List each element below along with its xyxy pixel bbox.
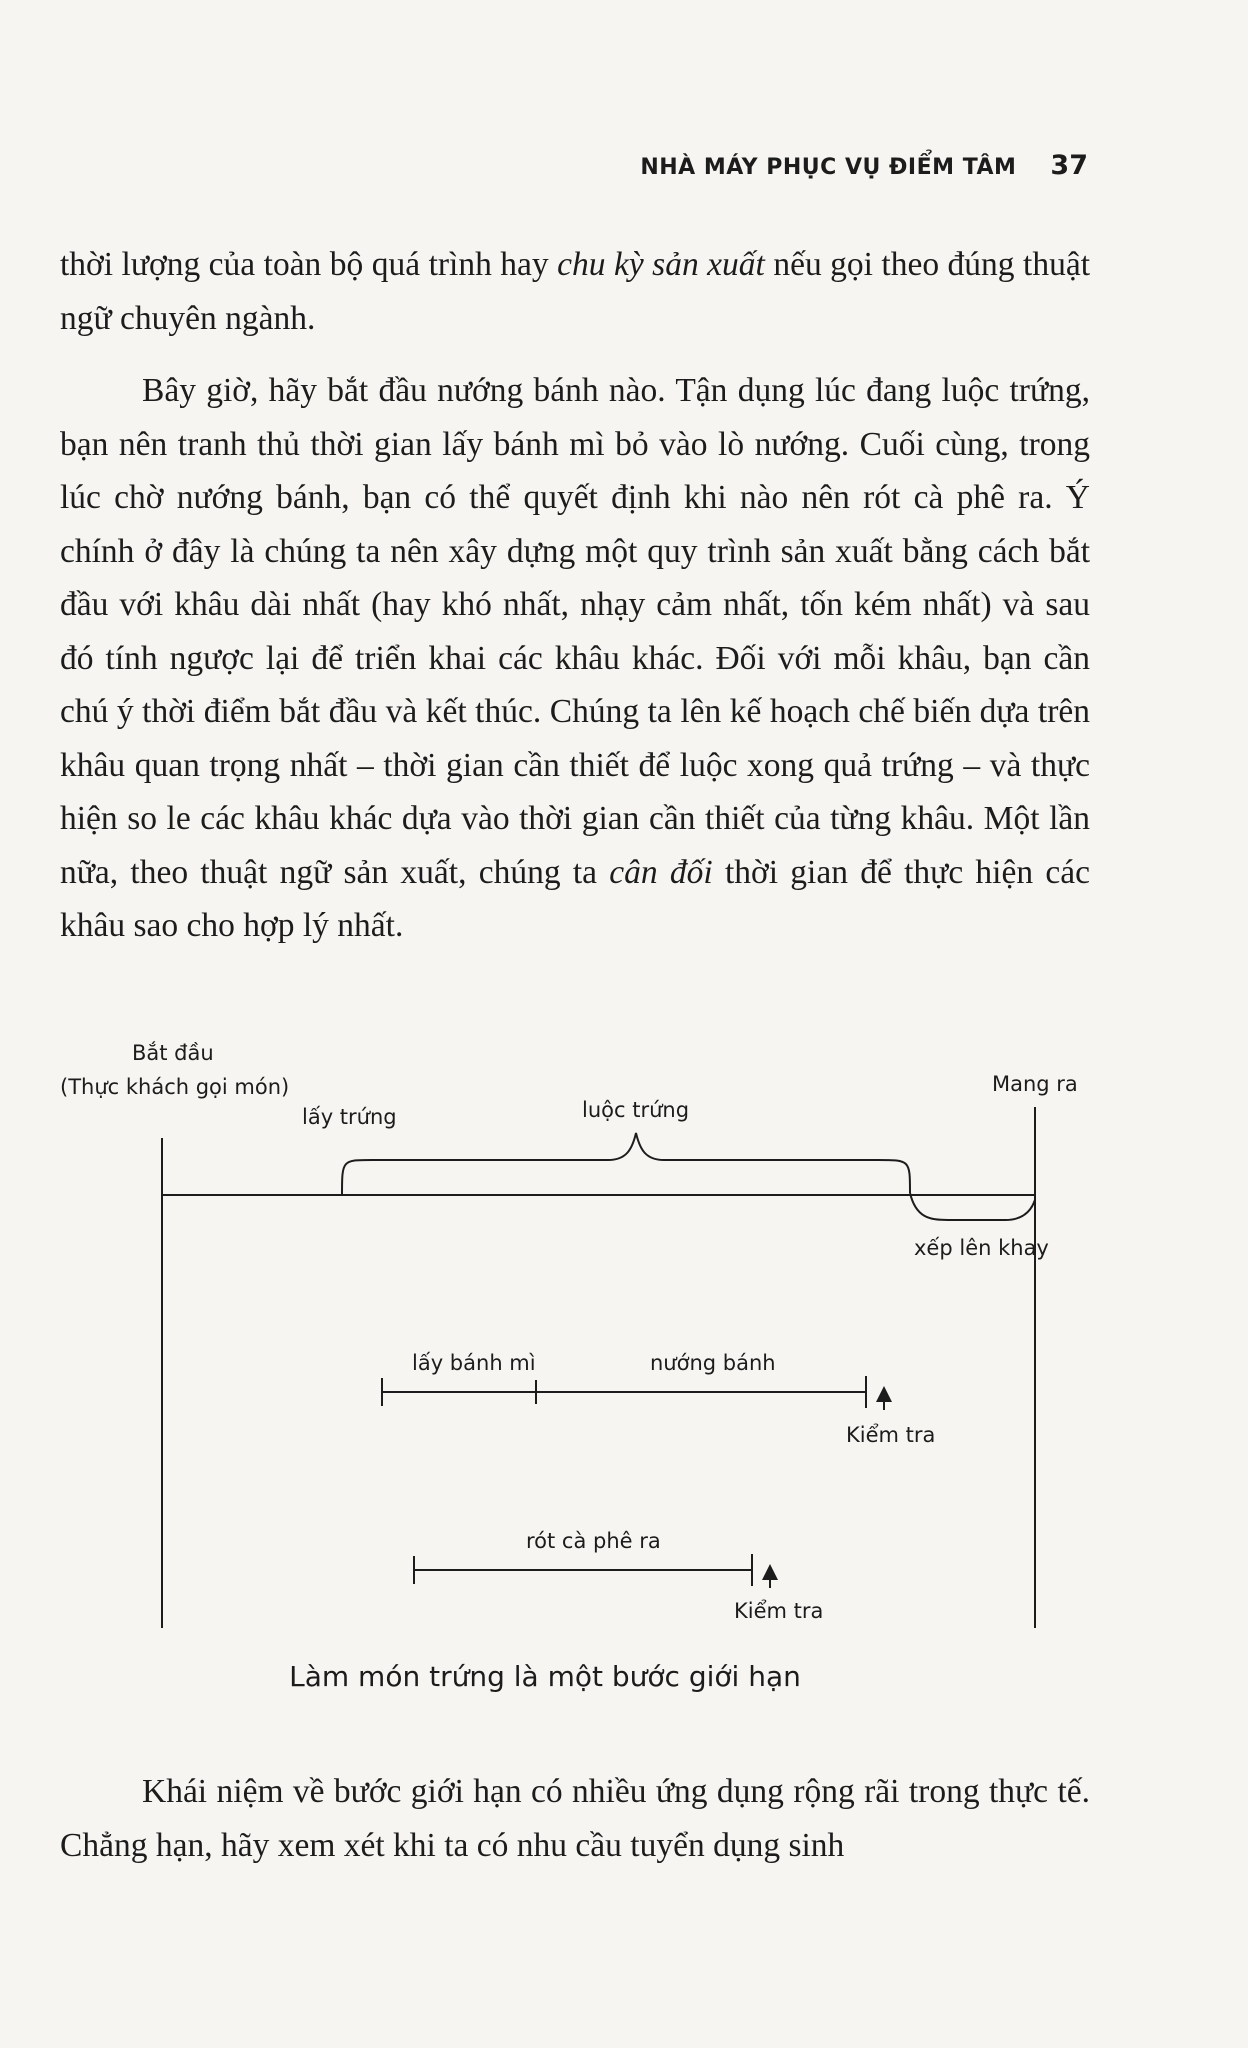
paragraph-1: [60, 238, 1090, 345]
start-label: Bắt đầu: [132, 1041, 214, 1065]
plate-label: xếp lên khay: [914, 1236, 1049, 1260]
coffee-label: rót cà phê ra: [526, 1529, 661, 1553]
page-number: 37: [1050, 150, 1088, 181]
paragraph-2-part1: Bây giờ, hãy bắt đầu nướng bánh nào. Tận dụng lúc đang luộc trứng, bạn nên tranh thủ thời gian lấy bánh mì bỏ vào lò nướng. Cuối cùng, trong lúc chờ nướng bánh, bạn có thể quyết định khi nào nên rót cà phê ra. Ý chính ở đây là chúng ta nên xây dựng một quy trình sản xuất bằng cách bắt đầu với khâu dài nhất (hay khó nhất, nhạy cảm nhất, tốn kém nhất) và sau đó tính ngược lại để triển khai các khâu khác. Đối với mỗi khâu, bạn cần chú ý thời điểm bắt đầu và kết thúc. Chúng ta lên kế hoạch chế biến dựa trên khâu quan trọng nhất – thời gian cần thiết để luộc xong quả trứng – và thực hiện so le các khâu khác dựa vào thời gian cần thiết của từng khâu. Một lần nữa, theo thuật ngữ sản xuất, chúng ta: [60, 372, 1090, 891]
paragraph-3: Khái niệm về bước giới hạn có nhiều ứng dụng rộng rãi trong thực tế. Chẳng hạn, hãy xem xét khi ta có nhu cầu tuyển dụng sinh: [60, 1773, 1090, 1864]
bread-toast-label: nướng bánh: [650, 1351, 776, 1375]
paragraph-2-part2: thời gian để thực hiện các khâu sao cho hợp lý nhất.: [60, 853, 1090, 944]
figure-caption: Làm món trứng là một bước giới hạn: [289, 1660, 801, 1693]
egg-boil-brace: [342, 1133, 910, 1195]
paragraph-1-before: thời lượng của toàn bộ quá trình hay: [60, 246, 558, 283]
paragraph-1-after: nếu gọi theo đúng thuật ngữ chuyên ngành.: [60, 246, 1091, 337]
paragraph-2: [60, 364, 1090, 953]
term-production-cycle: chu kỳ sản xuất: [557, 246, 765, 283]
end-label: Mang ra: [992, 1072, 1078, 1096]
start-sublabel: (Thực khách gọi món): [60, 1075, 290, 1099]
check2-label: Kiểm tra: [734, 1599, 824, 1623]
egg-get-label: lấy trứng: [302, 1105, 397, 1129]
term-balance: cân đối: [609, 853, 713, 891]
check1-label: Kiểm tra: [846, 1423, 936, 1447]
running-header: [640, 150, 1088, 181]
plating-brace: [910, 1193, 1035, 1220]
running-title: NHÀ MÁY PHỤC VỤ ĐIỂM TÂM: [640, 155, 1017, 180]
egg-boil-label: luộc trứng: [582, 1098, 690, 1122]
bread-get-label: lấy bánh mì: [412, 1351, 536, 1375]
